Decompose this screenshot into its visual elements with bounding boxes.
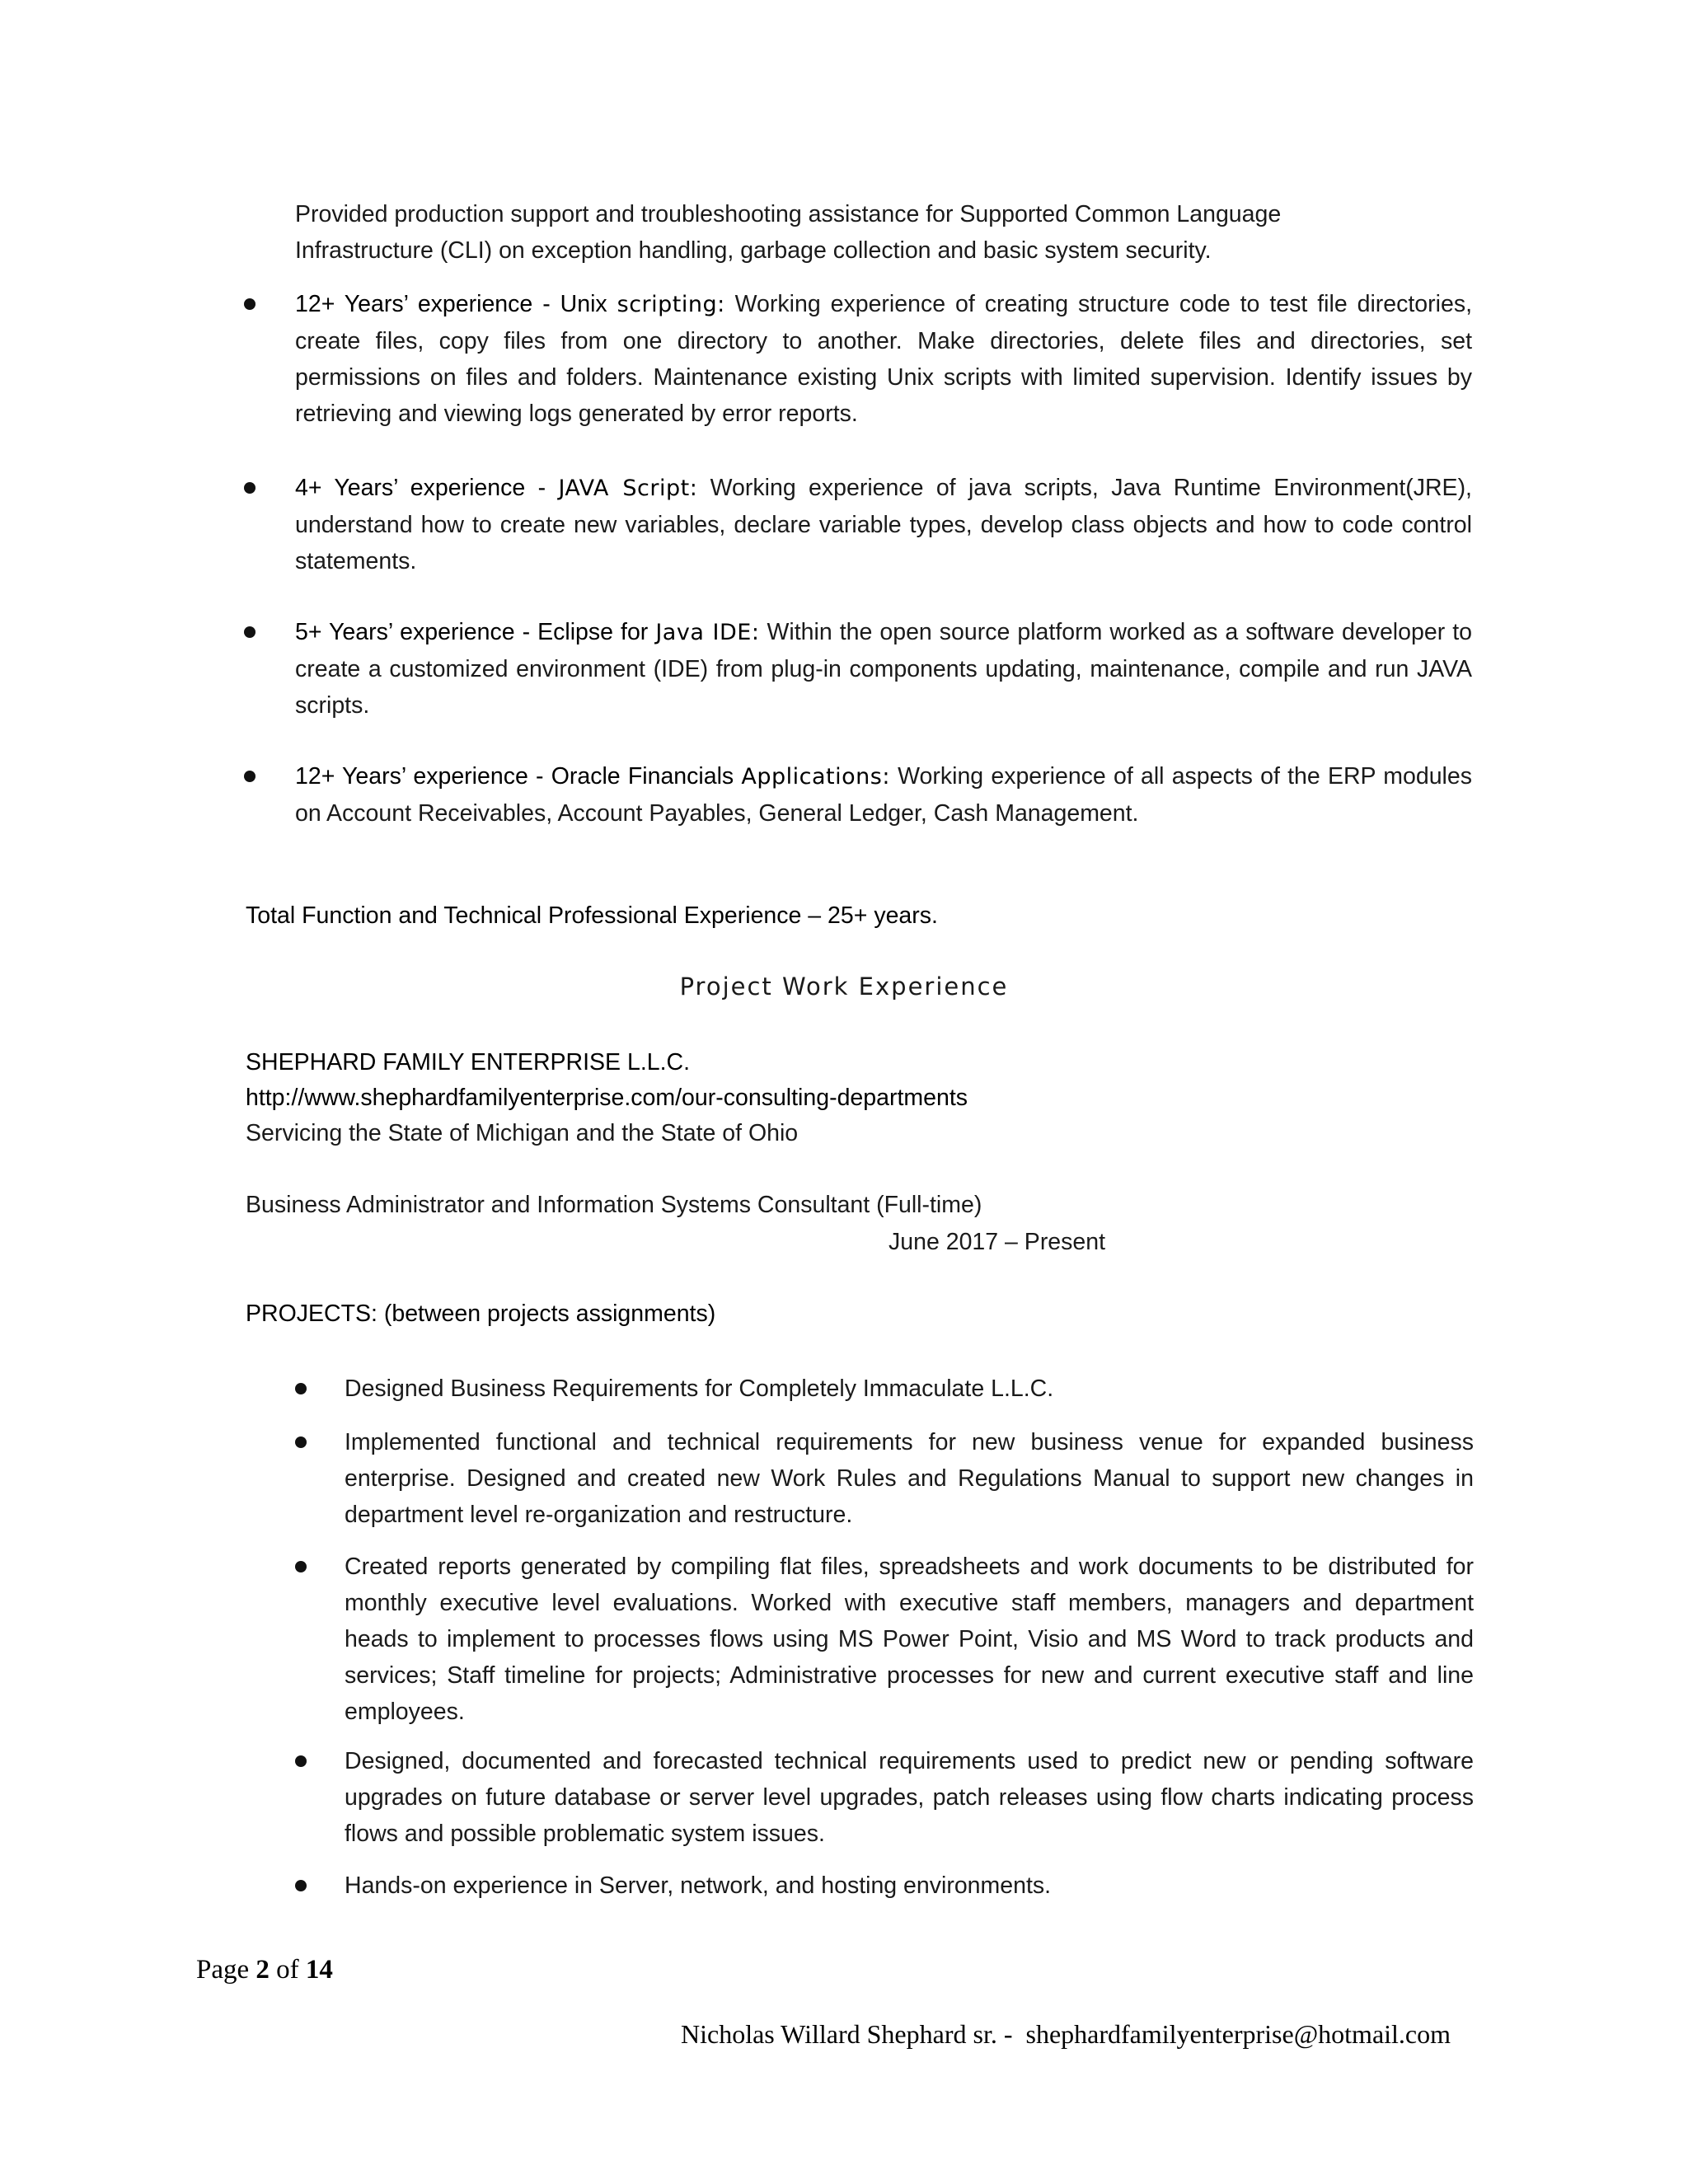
skill-heading-highlight: Java IDE:	[655, 620, 760, 645]
skill-heading: 4+ Years’ experience -	[295, 475, 559, 501]
projects-heading: PROJECTS: (between projects assignments)	[246, 1301, 716, 1327]
servicing-line: Servicing the State of Michigan and the State of Ohio	[246, 1120, 799, 1146]
page-label: Page	[196, 1955, 256, 1985]
skill-heading-highlight: JAVA Script:	[558, 476, 698, 501]
bullet-icon	[244, 298, 256, 310]
bullet-icon	[295, 1383, 307, 1394]
bullet-icon	[295, 1436, 307, 1448]
skill-heading: 5+ Years’ experience - Eclipse for	[295, 619, 656, 645]
project-item: Created reports generated by compiling flat files, spreadsheets and work documents to be distributed for monthly executive level evaluations. Worked with executive staff members, managers and department heads to implement to processes flows using MS Power Point, Visio and MS Word to track products and services; Staff timeline for projects; Administrative processes for new and current executive staff and line employees.	[345, 1554, 1474, 1725]
page-current: 2	[256, 1955, 270, 1985]
project-item: Hands-on experience in Server, network, and hosting environments.	[345, 1872, 1052, 1899]
skill-description: Working experience of java scripts, Java Runtime Environment(JRE), understand how to create new variables, declare variable types, develop class objects and how to code control statements.	[295, 475, 1472, 574]
role-title: Business Administrator and Information Systems Consultant (Full-time)	[246, 1192, 982, 1218]
skill-item-java-script	[295, 470, 1472, 579]
company-name: SHEPHARD FAMILY ENTERPRISE L.L.C.	[246, 1049, 691, 1076]
skill-heading: 12+ Years’ experience - Oracle Financials	[295, 763, 742, 790]
bullet-icon	[295, 1880, 307, 1891]
bullet-icon	[244, 482, 256, 494]
total-experience-line: Total Function and Technical Professional Experience – 25+ years.	[246, 902, 938, 929]
skill-heading-highlight: scripting:	[617, 292, 725, 317]
bullet-icon	[244, 771, 256, 782]
skill-description: Within the open source platform worked as a software developer to create a customized environment (IDE) from plug-in components updating, maintenance, compile and run JAVA scripts.	[295, 619, 1472, 719]
bullet-icon	[295, 1755, 307, 1767]
page-of-label: of	[269, 1955, 306, 1985]
project-item: Designed, documented and forecasted technical requirements used to predict new or pending software upgrades on future database or server level upgrades, patch releases using flow charts indicating process flows and possible problematic system issues.	[345, 1748, 1474, 1847]
employment-dates: June 2017 – Present	[889, 1229, 1106, 1255]
skill-heading: 12+ Years’ experience - Unix	[295, 291, 617, 317]
continuation-line-1: Provided production support and troubleshooting assistance for Supported Common Language	[295, 201, 1282, 227]
company-url-link[interactable]: http://www.shephardfamilyenterprise.com/our-consulting-departments	[246, 1085, 968, 1111]
bullet-icon	[244, 626, 256, 638]
skill-heading-highlight: Applications:	[741, 764, 890, 790]
footer-author-email: Nicholas Willard Shephard sr. - shephardfamilyenterprise@hotmail.com	[681, 2019, 1451, 2049]
project-item: Implemented functional and technical requirements for new business venue for expanded business enterprise. Designed and created new Work Rules and Regulations Manual to support new changes in department level re-organization and restructure.	[345, 1429, 1474, 1528]
skill-description: Working experience of all aspects of the ERP modules on Account Receivables, Account Payables, General Ledger, Cash Management.	[295, 763, 1472, 827]
skill-item-unix	[295, 286, 1472, 432]
project-item: Designed Business Requirements for Completely Immaculate L.L.C.	[345, 1376, 1054, 1402]
skill-item-oracle	[295, 758, 1472, 832]
page-number	[196, 1955, 333, 1985]
continuation-line-2: Infrastructure (CLI) on exception handling, garbage collection and basic system security.	[295, 237, 1212, 264]
skill-item-eclipse	[295, 614, 1472, 724]
page-total: 14	[305, 1955, 333, 1985]
bullet-icon	[295, 1561, 307, 1572]
skill-description: Working experience of creating structure code to test file directories, create files, copy files from one directory to another. Make directories, delete files and directories, set permissions on files and folders. Maintenance existing Unix scripts with limited supervision. Identify issues by retrieving and viewing logs generated by error reports.	[295, 291, 1472, 427]
section-title: Project Work Experience	[679, 972, 1009, 1001]
